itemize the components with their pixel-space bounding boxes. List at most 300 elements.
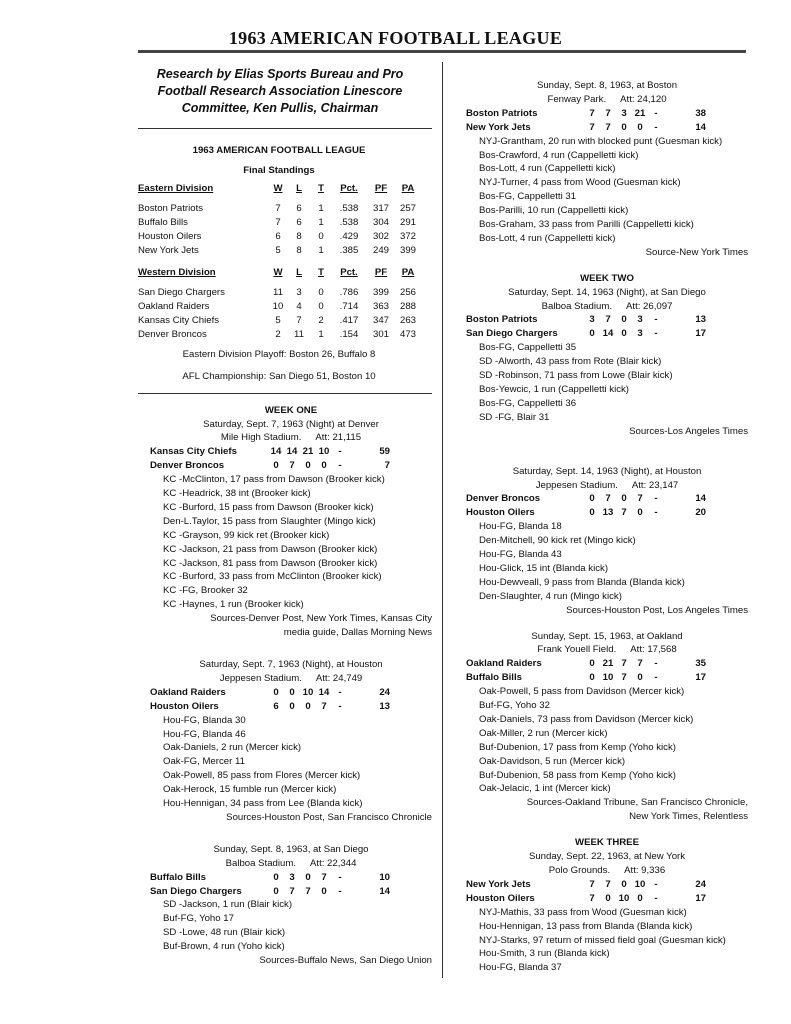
quarter-score: 3	[637, 314, 643, 326]
stat-cell: 2	[275, 328, 281, 340]
team-name: Kansas City Chiefs	[150, 446, 237, 458]
dash: -	[654, 493, 658, 505]
scoring-play: Den-Mitchell, 90 kick ret (Mingo kick)	[479, 535, 636, 547]
quarter-score: 0	[637, 121, 643, 133]
game-block	[150, 843, 432, 968]
dash: -	[338, 871, 342, 883]
stat-cell: .538	[339, 216, 359, 228]
scoring-play: NYJ-Starks, 97 return of missed field goal (Guesman kick)	[479, 934, 726, 946]
stat-cell: 301	[372, 328, 389, 340]
quarter-score: 7	[589, 121, 595, 133]
sources-line: Source-New York Times	[645, 246, 748, 258]
scoring-play: KC -Haynes, 1 run (Brooker kick)	[163, 599, 304, 611]
dash: -	[338, 700, 342, 712]
dash: -	[654, 314, 658, 326]
team-name: Boston Patriots	[466, 107, 538, 119]
quarter-score: 10	[602, 672, 614, 684]
game-date: Saturday, Sept. 7, 1963 (Night) at Denver	[203, 418, 379, 430]
quarter-score: 0	[273, 885, 279, 897]
attendance: Att: 17,568	[630, 644, 677, 656]
team-name: Denver Broncos	[150, 460, 225, 472]
venue: Fenway Park.	[547, 93, 607, 105]
scoring-play: Bos-Lott, 4 run (Cappelletti kick)	[479, 163, 616, 175]
quarter-score: 0	[589, 658, 595, 670]
scoring-play: Oak-Powell, 85 pass from Flores (Mercer kick)	[163, 770, 361, 782]
stat-cell: 291	[399, 216, 416, 228]
scoring-play: KC -Grayson, 99 kick ret (Brooker kick)	[163, 529, 330, 541]
quarter-score: 7	[289, 885, 295, 897]
right-game-list	[466, 79, 748, 975]
sources-line: Sources-Denver Post, New York Times, Kansas City	[210, 613, 432, 625]
scoring-play: KC -Jackson, 81 pass from Dawson (Brooker kick)	[163, 557, 378, 569]
game-venue-row	[466, 479, 748, 493]
scoring-play: Hou-FG, Blanda 46	[163, 728, 246, 740]
team-name: Houston Oilers	[150, 700, 219, 712]
week-heading: WEEK TWO	[580, 272, 634, 284]
stat-cell: .714	[339, 300, 359, 312]
stat-cell: 288	[399, 300, 416, 312]
standings-subheading: Final Standings	[243, 164, 315, 176]
quarter-score: 0	[637, 892, 643, 904]
game-block	[466, 630, 748, 825]
stat-cell: 0	[318, 286, 324, 298]
scoring-play: Bos-FG, Cappelletti 31	[479, 191, 577, 203]
scoring-play: Bos-FG, Cappelletti 36	[479, 397, 577, 409]
quarter-score: 7	[637, 658, 643, 670]
stat-cell: 11	[294, 328, 304, 340]
dash: -	[338, 885, 342, 897]
team-name: Denver Broncos	[466, 493, 541, 505]
standings-row	[138, 230, 420, 244]
quarter-score: 3	[589, 314, 595, 326]
scoring-play: NYJ-Turner, 4 pass from Wood (Guesman kick)	[479, 177, 681, 189]
game-venue-row	[150, 672, 432, 686]
scoring-play: Oak-Daniels, 2 run (Mercer kick)	[163, 742, 302, 754]
stat-cell: 8	[296, 244, 302, 256]
scoring-play: KC -Burford, 33 pass from McClinton (Brooker kick)	[163, 571, 382, 583]
team-name: New York Jets	[138, 244, 199, 256]
stat-cell: 302	[372, 230, 389, 242]
stat-cell: 2	[318, 314, 324, 326]
team-name: San Diego Chargers	[150, 885, 242, 897]
stat-cell: 1	[318, 244, 324, 256]
quarter-score: 7	[621, 507, 627, 519]
scoring-play: Oak-Miller, 2 run (Mercer kick)	[479, 727, 608, 739]
scoring-play: Hou-FG, Blanda 37	[479, 962, 562, 974]
linescore-row	[150, 459, 432, 473]
venue: Jeppesen Stadium.	[219, 672, 302, 684]
standings-row	[138, 216, 420, 230]
scoring-play: Buf-Brown, 4 run (Yoho kick)	[163, 941, 285, 953]
venue: Polo Grounds.	[548, 865, 611, 876]
final-score: 13	[695, 314, 706, 326]
quarter-score: 0	[605, 892, 611, 904]
stat-cell: 3	[296, 286, 302, 298]
stat-cell: 347	[372, 314, 389, 326]
team-name: San Diego Chargers	[138, 286, 225, 298]
linescore-row	[466, 892, 748, 906]
stat-cell: 1	[318, 202, 324, 214]
dash: -	[654, 878, 658, 890]
sources-line: New York Times, Relentless	[629, 811, 748, 823]
linescore-row	[466, 313, 748, 327]
stat-cell: 399	[372, 286, 389, 298]
sources-line: Sources-Buffalo News, San Diego Union	[259, 955, 432, 967]
quarter-score: 14	[318, 686, 330, 698]
final-score: 14	[695, 121, 706, 133]
quarter-score: 7	[321, 700, 327, 712]
team-name: Boston Patriots	[466, 314, 538, 326]
quarter-score: 0	[289, 700, 295, 712]
stat-cell: .786	[339, 286, 359, 298]
attendance: Att: 23,147	[631, 479, 679, 491]
linescore-row	[466, 327, 748, 341]
quarter-score: 0	[589, 493, 595, 505]
stat-cell: 249	[372, 244, 389, 256]
column-header: Pct.	[340, 182, 358, 194]
scoring-play: Oak-Jelacic, 1 int (Mercer kick)	[479, 783, 611, 795]
quarter-score: 10	[634, 878, 646, 890]
stat-cell: 10	[272, 300, 284, 312]
playoff-result: Eastern Division Playoff: Boston 26, Buffalo 8	[182, 348, 376, 360]
linescore-row	[150, 885, 432, 899]
scoring-play: Buf-Dubenion, 17 pass from Kemp (Yoho kick)	[479, 741, 676, 753]
team-name: Boston Patriots	[138, 202, 204, 214]
attendance: Att: 24,749	[315, 672, 363, 684]
game-date: Sunday, Sept. 8, 1963, at Boston	[536, 80, 678, 91]
scoring-play: KC -Jackson, 21 pass from Dawson (Brooker kick)	[163, 543, 378, 555]
dash: -	[654, 658, 658, 670]
quarter-score: 0	[305, 460, 311, 472]
championship-result: AFL Championship: San Diego 51, Boston 10	[182, 370, 376, 382]
quarter-score: 7	[637, 493, 643, 505]
linescore-row	[150, 445, 432, 459]
attendance: Att: 24,120	[620, 93, 667, 105]
stat-cell: 257	[399, 202, 416, 214]
team-name: Oakland Raiders	[150, 686, 226, 698]
final-score: 17	[695, 892, 706, 904]
quarter-score: 21	[634, 107, 646, 119]
linescore-row	[466, 492, 748, 506]
scoring-play: KC -Headrick, 38 int (Brooker kick)	[163, 488, 311, 500]
scoring-play: Bos-FG, Cappelletti 35	[479, 342, 577, 354]
dash: -	[654, 672, 658, 684]
game-date: Saturday, Sept. 14, 1963 (Night), at Houston	[512, 465, 702, 477]
final-score: 14	[695, 493, 706, 505]
scoring-play: Bos-Parilli, 10 run (Cappelletti kick)	[479, 205, 629, 217]
team-name: San Diego Chargers	[466, 328, 558, 340]
scoring-play: Buf-FG, Yoho 17	[163, 913, 234, 925]
quarter-score: 0	[273, 460, 279, 472]
page-title: 1963 AMERICAN FOOTBALL LEAGUE	[228, 28, 563, 48]
linescore-row	[150, 700, 432, 714]
game-venue-row	[150, 431, 432, 445]
quarter-score: 3	[637, 328, 643, 340]
title-rule	[138, 50, 746, 53]
final-score: 14	[379, 885, 390, 897]
linescore-row	[466, 506, 748, 520]
standings-row	[138, 202, 420, 216]
stat-cell: 372	[399, 230, 416, 242]
stat-cell: .429	[339, 230, 359, 242]
scoring-play: Hou-Dewveall, 9 pass from Blanda (Blanda kick)	[479, 576, 685, 588]
dash: -	[654, 507, 658, 519]
game-date: Sunday, Sept. 15, 1963, at Oakland	[531, 630, 683, 642]
scoring-play: KC -FG, Brooker 32	[163, 585, 248, 597]
team-name: Kansas City Chiefs	[138, 314, 220, 326]
quarter-score: 7	[589, 878, 595, 890]
venue: Balboa Stadium.	[225, 857, 296, 869]
game-date: Sunday, Sept. 8, 1963, at San Diego	[213, 843, 369, 855]
scoring-play: Den-Slaughter, 4 run (Mingo kick)	[479, 590, 622, 602]
quarter-score: 0	[621, 493, 627, 505]
stat-cell: 7	[296, 314, 302, 326]
final-score: 38	[695, 107, 706, 119]
dash: -	[654, 121, 658, 133]
stat-cell: 5	[275, 314, 281, 326]
column-header: PA	[401, 266, 415, 278]
scoring-play: NYJ-Grantham, 20 run with blocked punt (Guesman kick)	[479, 135, 723, 147]
sources-line: media guide, Dallas Morning News	[283, 627, 432, 639]
quarter-score: 14	[270, 446, 282, 458]
quarter-score: 10	[318, 446, 330, 458]
linescore-row	[466, 878, 748, 892]
sources-line: Sources-Los Angeles Times	[629, 425, 748, 437]
game-block	[466, 836, 748, 975]
standings-row	[138, 314, 420, 328]
team-name: Oakland Raiders	[466, 658, 542, 670]
attendance: Att: 26,097	[626, 300, 673, 312]
dash: -	[654, 892, 658, 904]
scoring-play: Hou-Hennigan, 13 pass from Blanda (Blanda kick)	[479, 920, 693, 932]
game-date: Sunday, Sept. 22, 1963, at New York	[528, 851, 686, 863]
attendance: Att: 22,344	[310, 857, 357, 869]
dash: -	[338, 460, 342, 472]
quarter-score: 7	[605, 493, 611, 505]
scoring-play: KC -Burford, 15 pass from Dawson (Brooker kick)	[163, 501, 374, 513]
quarter-score: 7	[605, 878, 611, 890]
week-heading: WEEK THREE	[575, 837, 639, 849]
quarter-score: 3	[289, 871, 295, 883]
sources-line: Sources-Houston Post, Los Angeles Times	[566, 604, 748, 616]
column-header: W	[273, 266, 283, 278]
team-name: Oakland Raiders	[138, 300, 210, 312]
standings-row	[138, 328, 420, 342]
division-table	[138, 182, 420, 258]
quarter-score: 7	[589, 107, 595, 119]
column-header: T	[318, 182, 324, 194]
stat-cell: 7	[275, 216, 281, 228]
quarter-score: 7	[621, 672, 627, 684]
stat-cell: 0	[318, 230, 324, 242]
final-score: 59	[379, 446, 390, 458]
linescore-row	[150, 871, 432, 885]
linescore-row	[466, 107, 748, 121]
column-header: W	[273, 182, 283, 194]
quarter-score: 7	[321, 871, 327, 883]
quarter-score: 0	[305, 700, 311, 712]
venue: Frank Youell Field.	[537, 644, 617, 656]
game-block	[466, 79, 748, 260]
stat-cell: 6	[296, 216, 302, 228]
attendance: Att: 9,336	[624, 865, 666, 876]
stat-cell: .417	[339, 314, 359, 326]
scoring-play: Buf-Dubenion, 58 pass from Kemp (Yoho kick)	[479, 769, 676, 781]
scoring-play: Hou-Smith, 3 run (Blanda kick)	[479, 948, 610, 960]
stat-cell: .385	[339, 244, 359, 256]
scoring-play: SD -FG, Blair 31	[479, 411, 550, 423]
quarter-score: 10	[618, 892, 630, 904]
quarter-score: 21	[602, 658, 614, 670]
scoring-play: NYJ-Mathis, 33 pass from Wood (Guesman kick)	[479, 906, 687, 918]
division-gap	[138, 258, 432, 266]
final-score: 24	[695, 878, 706, 890]
scoring-play: Bos-Lott, 4 run (Cappelletti kick)	[479, 232, 616, 244]
stat-cell: 8	[296, 230, 302, 242]
quarter-score: 10	[302, 686, 314, 698]
scoring-play: Hou-Glick, 15 int (Blanda kick)	[479, 562, 609, 574]
standings-row	[138, 286, 420, 300]
stat-cell: .154	[339, 328, 359, 340]
quarter-score: 3	[621, 107, 627, 119]
column-header: L	[296, 266, 302, 278]
quarter-score: 0	[637, 507, 643, 519]
scoring-play: Den-L.Taylor, 15 pass from Slaughter (Mingo kick)	[163, 515, 376, 527]
scoring-play: Oak-Powell, 5 pass from Davidson (Mercer kick)	[479, 686, 685, 698]
game-venue-row	[466, 300, 748, 314]
scoring-play: Hou-Hennigan, 34 pass from Lee (Blanda kick)	[163, 798, 363, 810]
final-score: 20	[695, 507, 706, 519]
sources-line: Sources-Oakland Tribune, San Francisco Chronicle,	[526, 797, 748, 809]
column-header: T	[318, 266, 324, 278]
quarter-score: 7	[305, 885, 311, 897]
quarter-score: 7	[589, 892, 595, 904]
standings-tables	[138, 182, 432, 342]
game-venue-row	[150, 857, 432, 871]
column-header: L	[296, 182, 302, 194]
team-name: Buffalo Bills	[138, 216, 188, 228]
standings-row	[138, 300, 420, 314]
division-name: Eastern Division	[138, 182, 214, 194]
quarter-score: 0	[289, 686, 295, 698]
dash: -	[338, 446, 342, 458]
stat-cell: 263	[399, 314, 416, 326]
dash: -	[654, 328, 658, 340]
scoring-play: SD -Jackson, 1 run (Blair kick)	[163, 899, 293, 911]
stat-cell: 0	[318, 300, 324, 312]
quarter-score: 0	[621, 121, 627, 133]
game-venue-row	[466, 864, 748, 878]
quarter-score: 0	[637, 672, 643, 684]
final-score: 17	[695, 328, 706, 340]
division-table	[138, 266, 420, 342]
quarter-score: 0	[321, 885, 327, 897]
stat-cell: 6	[275, 230, 281, 242]
column-divider	[442, 62, 443, 978]
scoring-play: Hou-FG, Blanda 43	[479, 549, 562, 560]
team-name: New York Jets	[466, 878, 531, 890]
attendance: Att: 21,115	[315, 432, 362, 444]
stat-cell: 304	[372, 216, 389, 228]
scoring-play: Bos-Graham, 33 pass from Parilli (Cappelletti kick)	[479, 219, 694, 231]
division-name: Western Division	[138, 266, 216, 278]
stat-cell: 473	[399, 328, 416, 340]
quarter-score: 13	[602, 507, 614, 519]
scoring-play: Oak-Herock, 15 fumble run (Mercer kick)	[163, 784, 337, 796]
stat-cell: 6	[296, 202, 302, 214]
quarter-score: 7	[605, 107, 611, 119]
stat-cell: 256	[399, 286, 416, 298]
column-header: PF	[374, 266, 388, 278]
game-venue-row	[466, 93, 748, 107]
quarter-score: 0	[621, 328, 627, 340]
stat-cell: 5	[275, 244, 281, 256]
venue: Mile High Stadium.	[220, 432, 302, 444]
quarter-score: 0	[621, 314, 627, 326]
game-block	[466, 272, 748, 439]
dash: -	[338, 686, 342, 698]
scoring-play: Bos-Yewcic, 1 run (Cappelletti kick)	[479, 383, 630, 395]
scoring-play: SD -Alworth, 43 pass from Rote (Blair kick)	[479, 356, 662, 368]
quarter-score: 0	[589, 672, 595, 684]
stat-cell: 317	[372, 202, 389, 214]
quarter-score: 21	[302, 446, 314, 458]
standings-heading: 1963 AMERICAN FOOTBALL LEAGUE	[192, 145, 366, 156]
quarter-score: 0	[621, 878, 627, 890]
scoring-play: Oak-Davidson, 5 run (Mercer kick)	[479, 755, 626, 767]
scoring-play: SD -Robinson, 71 pass from Lowe (Blair kick)	[479, 370, 673, 382]
column-header: PF	[374, 182, 388, 194]
quarter-score: 14	[286, 446, 298, 458]
game-date: Saturday, Sept. 7, 1963 (Night), at Houston	[199, 659, 383, 670]
game-block	[150, 404, 432, 640]
stat-cell: 11	[273, 286, 283, 298]
stat-cell: 363	[372, 300, 389, 312]
scoring-play: Oak-FG, Mercer 11	[163, 756, 245, 768]
linescore-row	[466, 671, 748, 685]
final-score: 10	[379, 871, 390, 883]
stat-cell: 7	[275, 202, 281, 214]
game-block	[466, 465, 748, 618]
scoring-play: SD -Lowe, 48 run (Blair kick)	[163, 927, 286, 939]
quarter-score: 0	[273, 871, 279, 883]
column-header: Pct.	[340, 266, 358, 278]
team-name: Buffalo Bills	[466, 672, 522, 684]
quarter-score: 0	[589, 328, 595, 340]
left-column	[138, 66, 432, 968]
stat-cell: 1	[318, 216, 324, 228]
stat-cell: 399	[399, 244, 416, 256]
quarter-score: 7	[605, 121, 611, 133]
scoring-play: Bos-Crawford, 4 run (Cappelletti kick)	[479, 149, 639, 161]
scoring-play: KC -McClinton, 17 pass from Dawson (Brooker kick)	[163, 474, 385, 486]
team-name: Denver Broncos	[138, 328, 207, 340]
quarter-score: 0	[589, 507, 595, 519]
week-heading: WEEK ONE	[264, 404, 318, 416]
game-venue-row	[466, 643, 748, 657]
final-score: 13	[379, 700, 390, 712]
scoring-play: Buf-FG, Yoho 32	[479, 700, 550, 712]
venue: Jeppesen Stadium.	[535, 479, 618, 491]
left-game-list	[138, 404, 432, 968]
quarter-score: 0	[273, 686, 279, 698]
game-date: Saturday, Sept. 14, 1963 (Night), at San Diego	[508, 286, 706, 298]
game-block	[150, 658, 432, 825]
team-name: New York Jets	[466, 121, 531, 133]
final-score: 7	[384, 460, 390, 472]
dash: -	[654, 107, 658, 119]
linescore-row	[466, 657, 748, 671]
